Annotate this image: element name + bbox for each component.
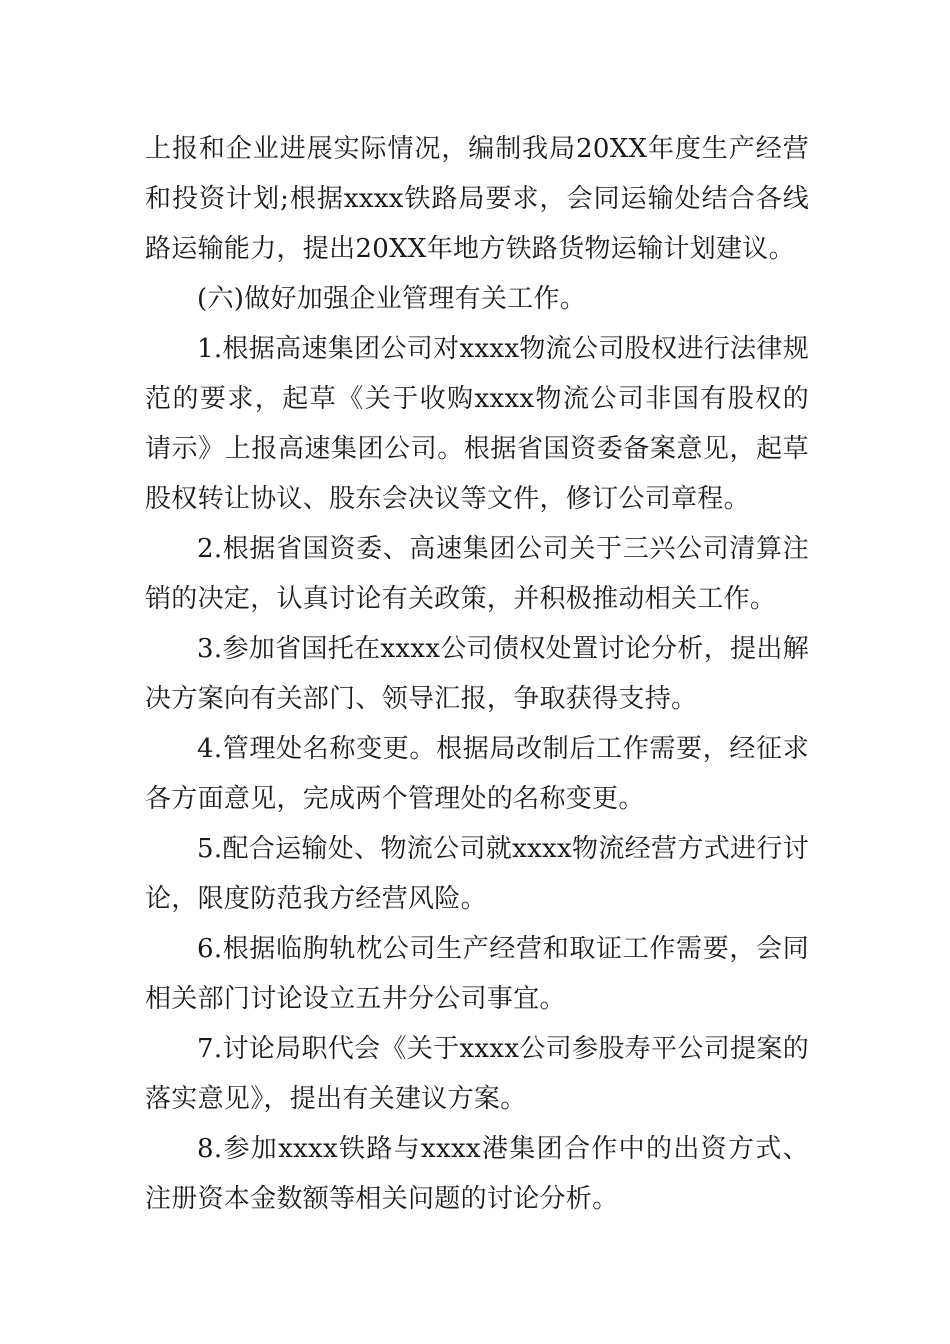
list-item-2: 2.根据省国资委、高速集团公司关于三兴公司清算注销的决定，认真讨论有关政策，并积极推动相关工作。 xyxy=(145,534,809,614)
list-item-7: 7.讨论局职代会《关于xxxx公司参股寿平公司提案的落实意见》，提出有关建议方案。 xyxy=(145,1034,809,1114)
list-item-5: 5.配合运输处、物流公司就xxxx物流经营方式进行讨论，限度防范我方经营风险。 xyxy=(145,834,809,914)
paragraph-continuation: 上报和企业进展实际情况，编制我局20XX年度生产经营和投资计划;根据xxxx铁路局要求，会同运输处结合各线路运输能力，提出20XX年地方铁路货物运输计划建议。 xyxy=(145,134,809,264)
section-heading-six: (六)做好加强企业管理有关工作。 xyxy=(197,284,587,314)
list-item-4: 4.管理处名称变更。根据局改制后工作需要，经征求各方面意见，完成两个管理处的名称变更。 xyxy=(145,734,809,814)
list-item-3: 3.参加省国托在xxxx公司债权处置讨论分析，提出解决方案向有关部门、领导汇报，争取获得支持。 xyxy=(145,634,809,714)
document-body xyxy=(145,124,809,1224)
list-item-6: 6.根据临朐轨枕公司生产经营和取证工作需要，会同相关部门讨论设立五井分公司事宜。 xyxy=(145,934,809,1014)
list-item-8: 8.参加xxxx铁路与xxxx港集团合作中的出资方式、注册资本金数额等相关问题的讨论分析。 xyxy=(145,1134,809,1214)
list-item-1: 1.根据高速集团公司对xxxx物流公司股权进行法律规范的要求，起草《关于收购xxxx物流公司非国有股权的请示》上报高速集团公司。根据省国资委备案意见，起草股权转让协议、股东会决议等文件，修订公司章程。 xyxy=(145,334,809,514)
